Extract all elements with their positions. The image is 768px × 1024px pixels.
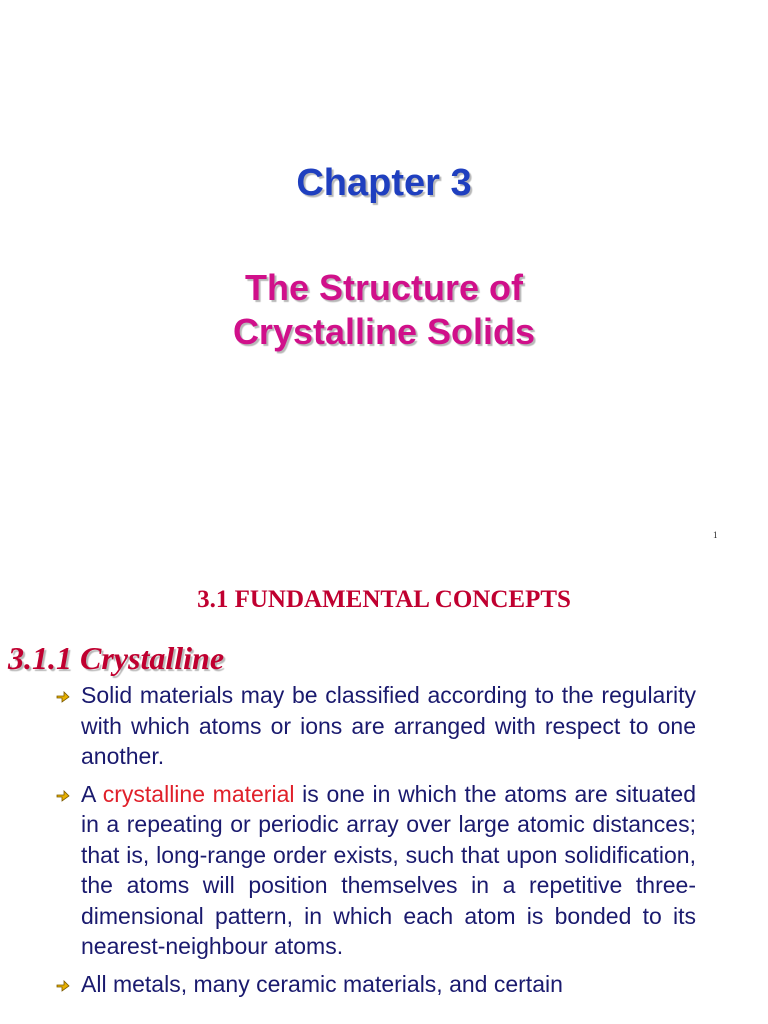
arrow-bullet-icon	[56, 689, 70, 703]
section-heading: 3.1 FUNDAMENTAL CONCEPTS	[197, 586, 571, 613]
bullet-text-prefix: A	[81, 780, 103, 807]
subtitle-line-1: The Structure of	[244, 267, 523, 308]
page-number: 1	[713, 530, 718, 540]
bullet-text-suffix: is one in which the atoms are situated in a repeating or periodic array over large atomic distances; that is, long-range order exists, such that upon solidification, the atoms will position themselves in a repetitive three-dimensional pattern, in which each atom is bonded to its nearest-neighbour atoms.	[81, 780, 696, 959]
arrow-bullet-icon	[56, 788, 70, 802]
arrow-bullet-icon	[56, 978, 70, 992]
chapter-subtitle	[0, 266, 768, 354]
bullet-list	[56, 680, 696, 1006]
bullet-item	[56, 969, 696, 1000]
bullet-item	[56, 779, 696, 962]
bullet-text: Solid materials may be classified according to the regularity with which atoms or ions are arranged with respect to one another.	[81, 682, 696, 769]
bullet-text: All metals, many ceramic materials, and certain	[81, 970, 563, 997]
subsection-heading: 3.1.1 Crystalline	[8, 640, 225, 676]
bullet-item	[56, 680, 696, 772]
highlighted-term: crystalline material	[102, 780, 295, 807]
chapter-title: Chapter 3	[296, 162, 472, 204]
subtitle-line-2: Crystalline Solids	[232, 311, 536, 352]
